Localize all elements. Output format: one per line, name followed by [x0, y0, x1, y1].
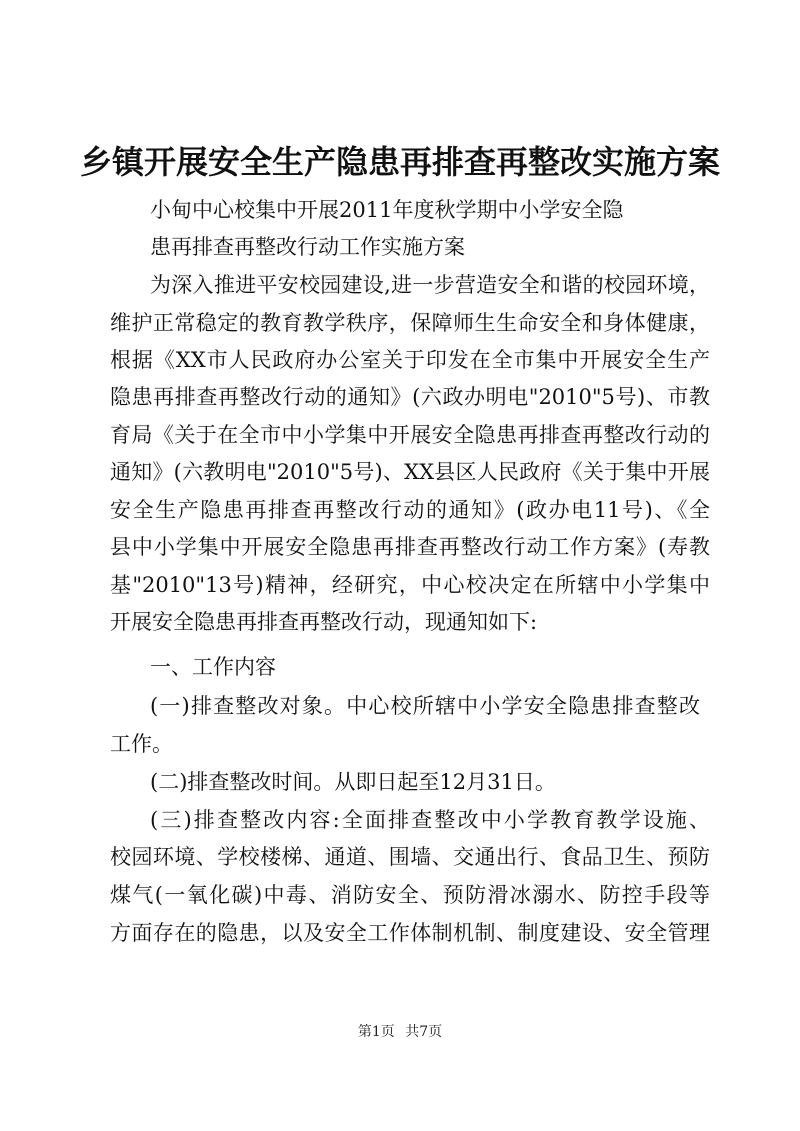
paragraph-line: (三)排查整改内容:全面排查整改中小学教育教学设施、 — [150, 808, 710, 832]
paragraph-line: 维护正常稳定的教育教学秩序，保障师生生命安全和身体健康， — [110, 311, 710, 335]
page-total: 共7页 — [405, 1024, 443, 1040]
section-heading: 一、工作内容 — [150, 655, 276, 679]
document-title: 乡镇开展安全生产隐患再排查再整改实施方案 — [79, 143, 720, 181]
paragraph-line: 方面存在的隐患，以及安全工作体制机制、制度建设、安全管理 — [110, 921, 710, 945]
subtitle-line-2: 患再排查再整改行动工作实施方案 — [150, 235, 465, 259]
paragraph-line: 为深入推进平安校园建设,进一步营造安全和谐的校园环境， — [150, 273, 710, 297]
paragraph-line: 育局《关于在全市中小学集中开展安全隐患再排查再整改行动的 — [110, 423, 710, 447]
paragraph-line: (二)排查整改时间。从即日起至12月31日。 — [150, 770, 556, 794]
paragraph-line: 校园环境、学校楼梯、通道、围墙、交通出行、食品卫生、预防 — [110, 845, 710, 869]
paragraph-line: 基"2010"13号)精神，经研究，中心校决定在所辖中小学集中 — [110, 573, 710, 597]
paragraph-line: 开展安全隐患再排查再整改行动，现通知如下: — [110, 610, 538, 634]
subtitle-line-1: 小甸中心校集中开展2011年度秋学期中小学安全隐 — [150, 198, 624, 222]
paragraph-line: 隐患再排查再整改行动的通知》(六政办明电"2010"5号)、市教 — [110, 385, 710, 409]
paragraph-line: 安全生产隐患再排查再整改行动的通知》(政办电11号)、《全 — [110, 498, 710, 522]
paragraph-line: 通知》(六教明电"2010"5号)、XX县区人民政府《关于集中开展 — [110, 460, 710, 484]
page-number: 第1页 — [357, 1024, 395, 1040]
paragraph-line: (一)排查整改对象。中心校所辖中小学安全隐患排查整改 — [150, 694, 700, 718]
paragraph-line: 县中小学集中开展安全隐患再排查再整改行动工作方案》(寿教 — [110, 535, 710, 559]
paragraph-line: 煤气(一氧化碳)中毒、消防安全、预防滑冰溺水、防控手段等 — [110, 883, 710, 907]
paragraph-line: 工作。 — [110, 732, 173, 756]
page-footer — [0, 1022, 800, 1042]
paragraph-line: 根据《XX市人民政府办公室关于印发在全市集中开展安全生产 — [110, 348, 710, 372]
